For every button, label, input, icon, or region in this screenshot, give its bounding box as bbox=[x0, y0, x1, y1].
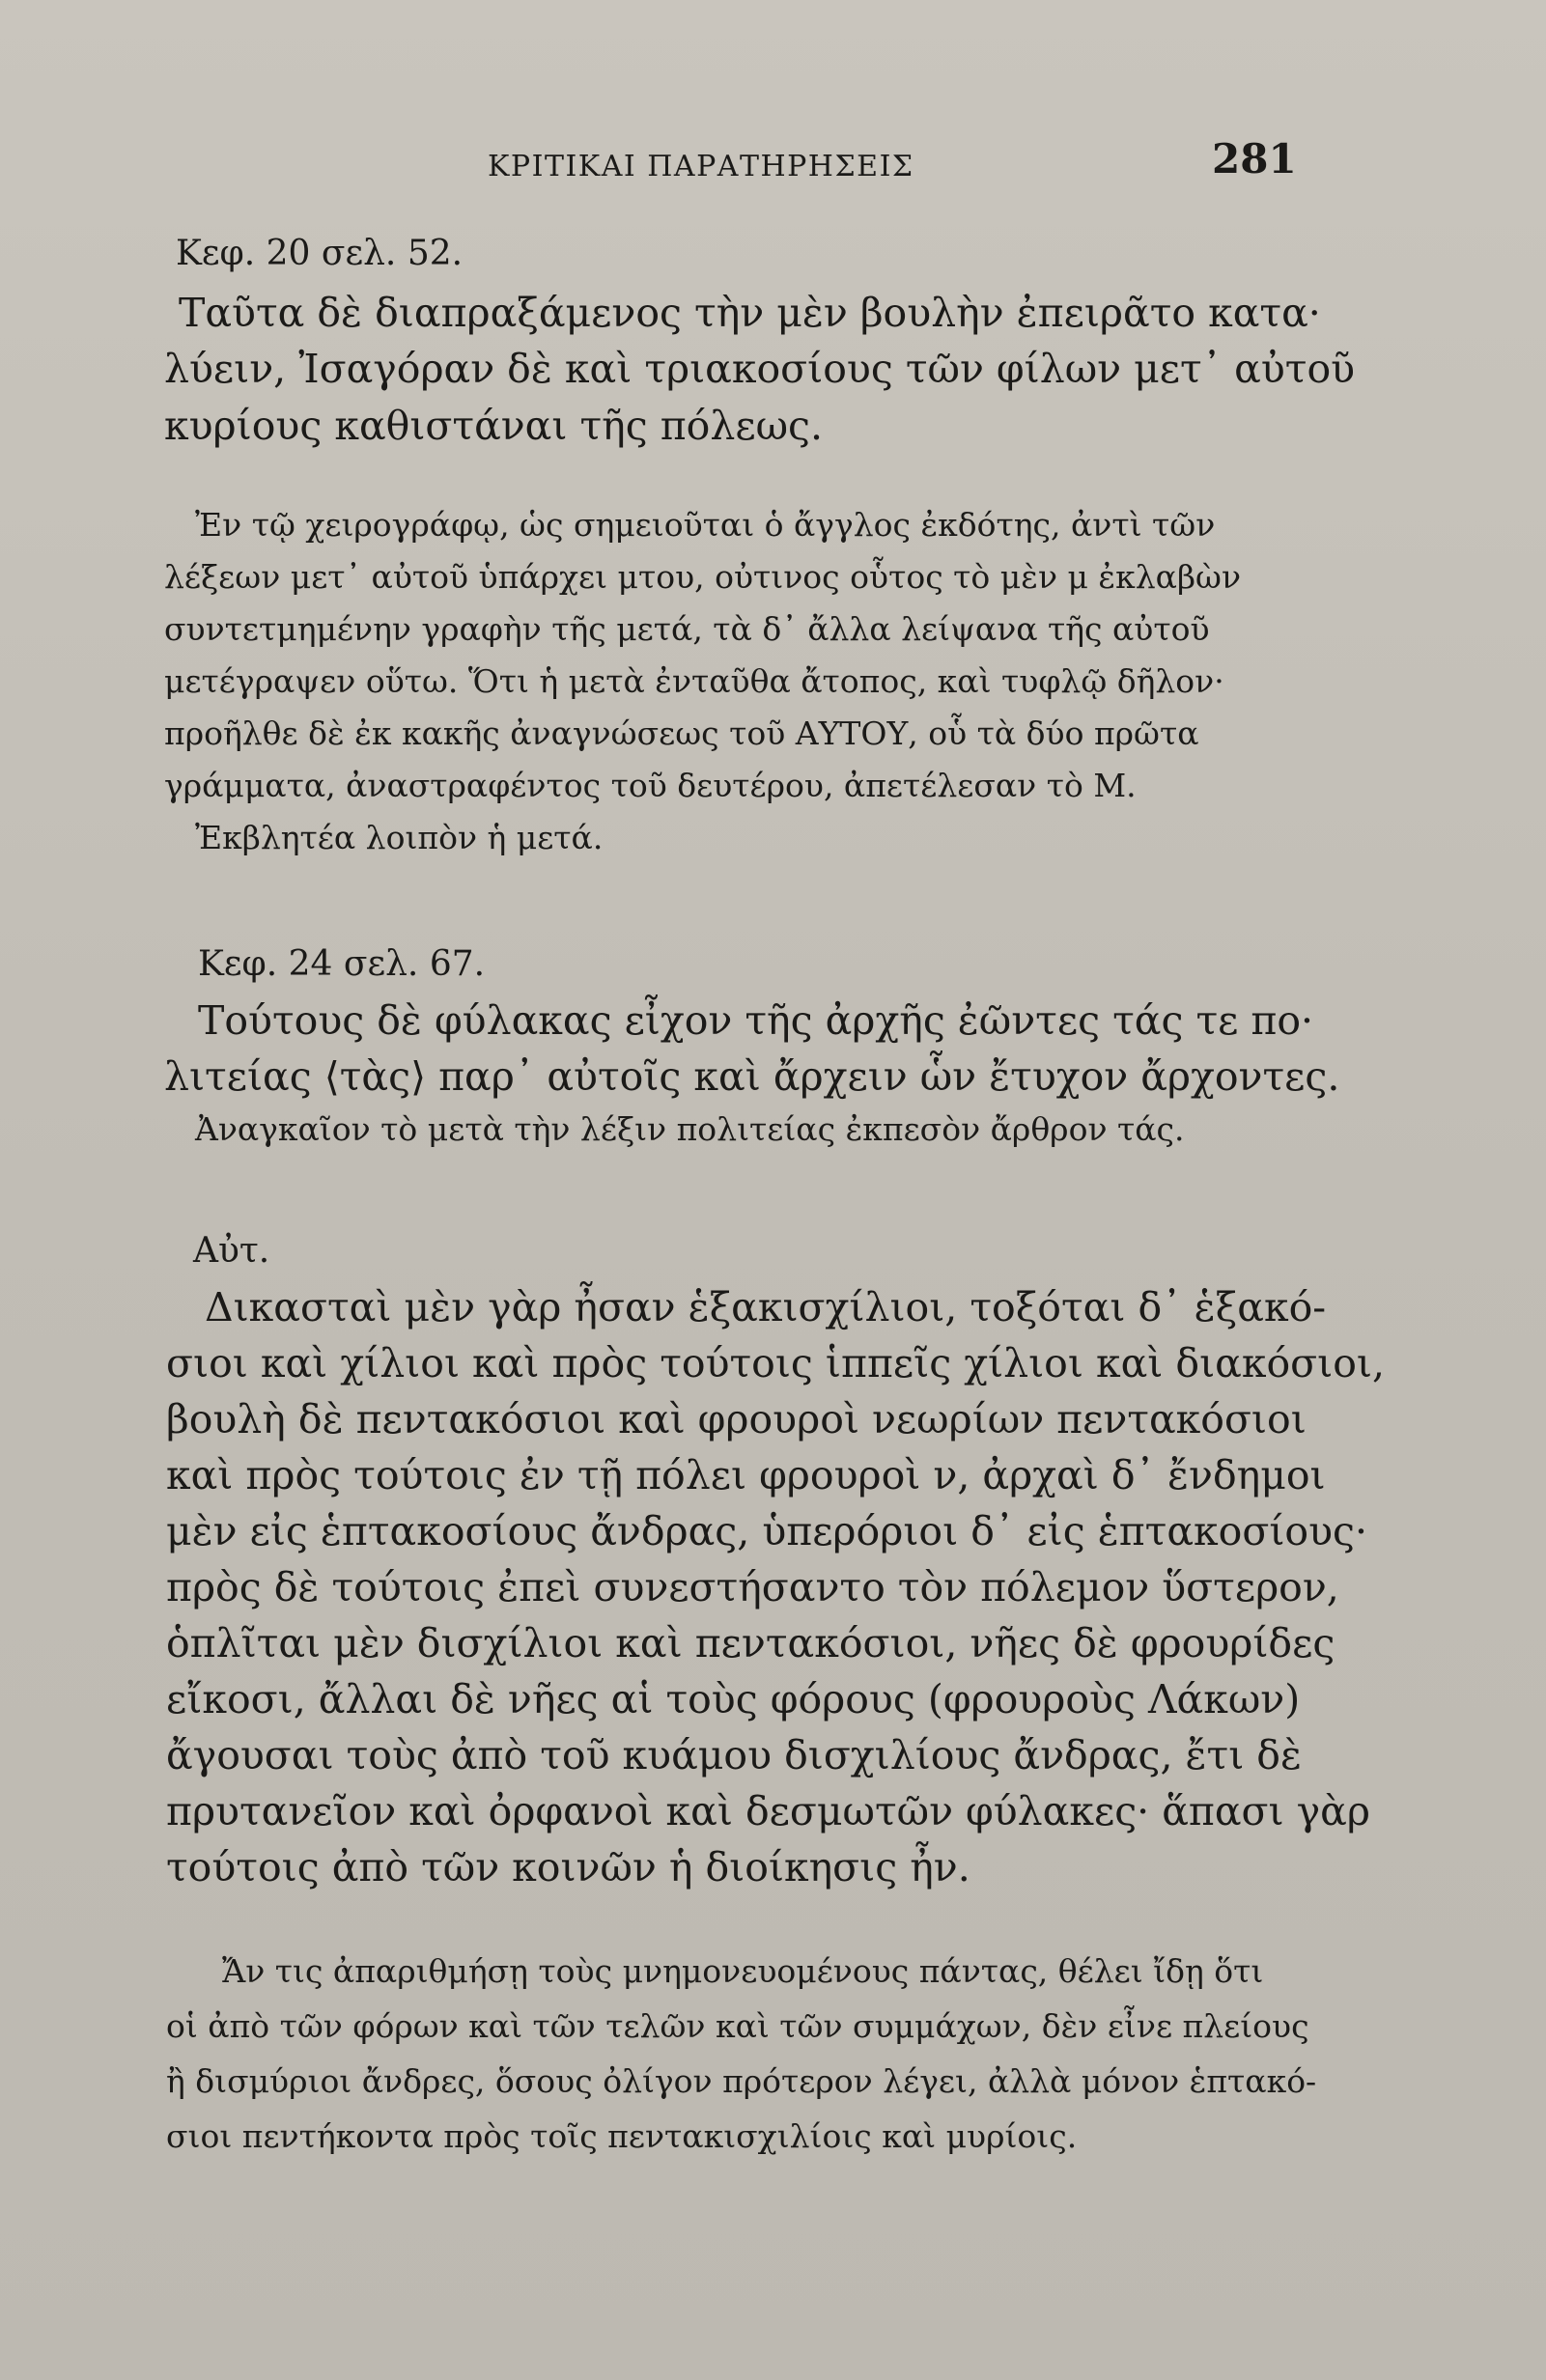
quote-line: λύειν, Ἰσαγόραν δὲ καὶ τριακοσίους τῶν φίλων μετ᾿ αὐτοῦ bbox=[164, 346, 1356, 392]
commentary-line: Ἐν τῷ χειρογράφῳ, ὡς σημειοῦται ὁ ἄγγλος ἐκδότης, ἀντὶ τῶν bbox=[195, 506, 1216, 544]
commentary-line: μετέγραψεν οὕτω. Ὅτι ἡ μετὰ ἐνταῦθα ἄτοπος, καὶ τυφλῷ δῆλον· bbox=[164, 662, 1224, 700]
quote-line: λιτείας ⟨τὰς⟩ παρ᾿ αὐτοῖς καὶ ἄρχειν ὧν ἔτυχον ἄρχοντες. bbox=[164, 1053, 1340, 1100]
quote-line: εἴκοσι, ἄλλαι δὲ νῆες αἱ τοὺς φόρους (φρουροὺς Λάκων) bbox=[166, 1676, 1301, 1722]
running-title: ΚΡΙΤΙΚΑΙ ΠΑΡΑΤΗΡΗΣΕΙΣ bbox=[488, 150, 914, 183]
section-reference: Κεφ. 24 σελ. 67. bbox=[198, 944, 486, 984]
commentary-line: προῆλθε δὲ ἐκ κακῆς ἀναγνώσεως τοῦ ΑΥΤΟΥ, οὗ τὰ δύο πρῶτα bbox=[164, 714, 1199, 752]
section-reference: Αὐτ. bbox=[193, 1231, 270, 1271]
commentary-line: Ἄν τις ἀπαριθμήσῃ τοὺς μνημονευομένους πάντας, θέλει ἴδῃ ὅτι bbox=[222, 1952, 1264, 1990]
quote-line: σιοι καὶ χίλιοι καὶ πρὸς τούτοις ἱππεῖς χίλιοι καὶ διακόσιοι, bbox=[166, 1340, 1386, 1386]
quote-line: ἄγουσαι τοὺς ἀπὸ τοῦ κυάμου δισχιλίους ἄνδρας, ἔτι δὲ bbox=[166, 1732, 1302, 1778]
quote-line: πρυτανεῖον καὶ ὀρφανοὶ καὶ δεσμωτῶν φύλακες· ἅπασι γὰρ bbox=[166, 1788, 1370, 1834]
quote-line: καὶ πρὸς τούτοις ἐν τῇ πόλει φρουροὶ ν, ἀρχαὶ δ᾿ ἔνδημοι bbox=[166, 1452, 1326, 1498]
quote-line: Ταῦτα δὲ διαπραξάμενος τὴν μὲν βουλὴν ἐπειρᾶτο κατα· bbox=[179, 290, 1321, 336]
quote-line: Δικασταὶ μὲν γὰρ ἦσαν ἑξακισχίλιοι, τοξόται δ᾿ ἑξακό- bbox=[205, 1284, 1327, 1330]
quote-line: βουλὴ δὲ πεντακόσιοι καὶ φρουροὶ νεωρίων πεντακόσιοι bbox=[166, 1396, 1307, 1442]
section-reference: Κεφ. 20 σελ. 52. bbox=[176, 234, 464, 273]
commentary-line: γράμματα, ἀναστραφέντος τοῦ δευτέρου, ἀπετέλεσαν τὸ Μ. bbox=[164, 767, 1137, 804]
quote-line: Τούτους δὲ φύλακας εἶχον τῆς ἀρχῆς ἐῶντες τάς τε πο· bbox=[198, 997, 1314, 1044]
commentary-line: ἢ δισμύριοι ἄνδρες, ὅσους ὀλίγον πρότερον λέγει, ἀλλὰ μόνον ἑπτακό- bbox=[166, 2062, 1317, 2100]
quote-line: τούτοις ἀπὸ τῶν κοινῶν ἡ διοίκησις ἦν. bbox=[166, 1844, 970, 1890]
commentary-line: οἱ ἀπὸ τῶν φόρων καὶ τῶν τελῶν καὶ τῶν συμμάχων, δὲν εἶνε πλείους bbox=[166, 2007, 1309, 2045]
quote-line: μὲν εἰς ἑπτακοσίους ἄνδρας, ὑπερόριοι δ᾿ εἰς ἑπτακοσίους· bbox=[166, 1508, 1368, 1554]
commentary-line: Ἐκβλητέα λοιπὸν ἡ μετά. bbox=[195, 819, 604, 856]
quote-line: πρὸς δὲ τούτοις ἐπεὶ συνεστήσαντο τὸν πόλεμον ὕστερον, bbox=[166, 1564, 1339, 1610]
page-number: 281 bbox=[1212, 135, 1297, 182]
commentary-line: σιοι πεντήκοντα πρὸς τοῖς πεντακισχιλίοις καὶ μυρίοις. bbox=[166, 2117, 1078, 2155]
quote-line: Ἀναγκαῖον τὸ μετὰ τὴν λέξιν πολιτείας ἐκπεσὸν ἄρθρον τάς. bbox=[195, 1110, 1185, 1148]
commentary-line: λέξεων μετ᾿ αὐτοῦ ὑπάρχει μτου, οὐτινος οὗτος τὸ μὲν μ ἐκλαβὼν bbox=[164, 558, 1242, 596]
quote-line: κυρίους καθιστάναι τῆς πόλεως. bbox=[164, 403, 824, 449]
commentary-line: συντετμημένην γραφὴν τῆς μετά, τὰ δ᾿ ἄλλα λείψανα τῆς αὐτοῦ bbox=[164, 610, 1210, 648]
quote-line: ὁπλῖται μὲν δισχίλιοι καὶ πεντακόσιοι, νῆες δὲ φρουρίδες bbox=[166, 1620, 1335, 1666]
